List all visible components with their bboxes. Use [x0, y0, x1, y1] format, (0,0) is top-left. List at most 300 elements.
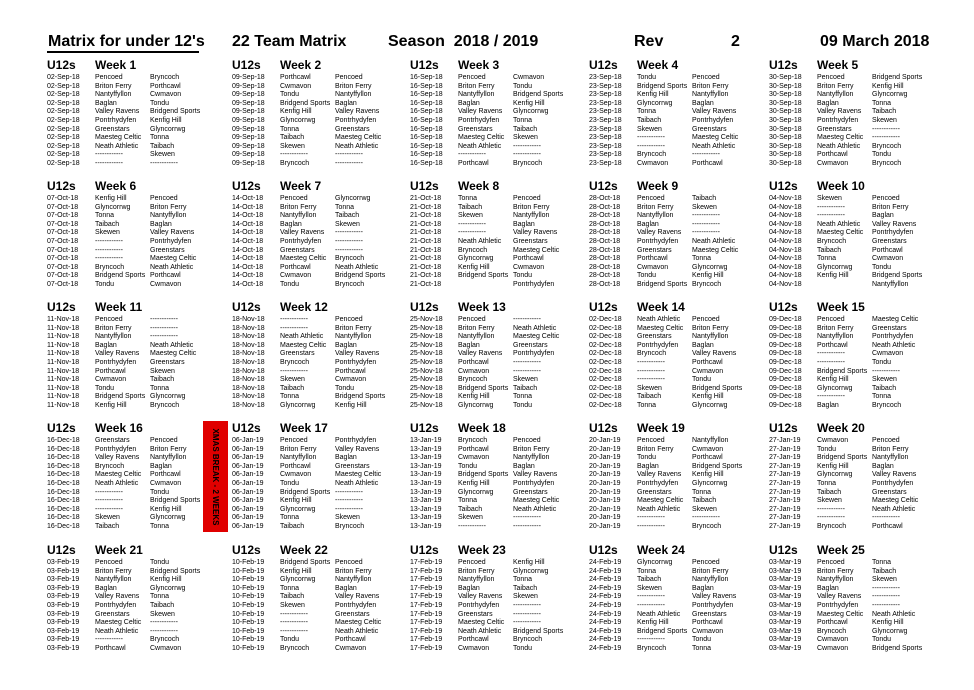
fixture-date: 09-Dec-18: [769, 333, 802, 341]
fixture-date: 02-Sep-18: [47, 108, 80, 116]
away-team: Kenfig Hill: [150, 576, 182, 584]
away-team: Neath Athletic: [513, 505, 557, 513]
away-team: Maesteg Celtic: [335, 619, 382, 627]
away-team: Baglan: [513, 220, 535, 228]
away-team: Nantyffyllon: [513, 212, 550, 220]
away-team: Briton Ferry: [692, 567, 729, 575]
fixture-row: [47, 264, 227, 273]
fixture-date: 02-Sep-18: [47, 116, 80, 124]
age-group-label: U12s: [47, 300, 76, 314]
fixture-date: 11-Nov-18: [47, 316, 80, 323]
fixture-date: 09-Sep-18: [232, 82, 265, 90]
fixture-row: [232, 74, 412, 83]
home-team: Kenfig Hill: [817, 376, 849, 384]
week-header: [232, 58, 412, 74]
week-header: [47, 58, 227, 74]
week-block: [589, 543, 769, 654]
fixture-date: 17-Feb-19: [410, 567, 443, 575]
week-block: [589, 58, 769, 169]
away-team: Maesteg Celtic: [513, 497, 560, 505]
home-team: Tondu: [458, 462, 478, 470]
age-group-label: U12s: [232, 58, 261, 72]
fixture-date: 16-Sep-18: [410, 82, 443, 90]
fixture-date: 28-Oct-18: [589, 237, 621, 245]
away-team: ------------: [692, 514, 720, 522]
away-team: ------------: [335, 229, 363, 237]
fixture-date: 09-Sep-18: [232, 91, 265, 99]
fixture-date: 04-Nov-18: [769, 203, 802, 211]
week-header: [410, 300, 590, 316]
home-team: Bryncoch: [458, 437, 488, 444]
age-group-label: U12s: [410, 179, 439, 193]
fixture-date: 18-Nov-18: [232, 341, 265, 349]
age-group-label: U12s: [589, 179, 618, 193]
away-team: Baglan: [150, 462, 172, 470]
home-team: Nantyffyllon: [458, 333, 495, 341]
home-team: Maesteg Celtic: [637, 497, 684, 505]
age-group-label: U12s: [232, 421, 261, 435]
fixture-date: 02-Dec-18: [589, 324, 622, 332]
fixture-row: [47, 376, 227, 385]
away-team: Glyncorrwg: [150, 514, 186, 522]
away-team: ------------: [872, 593, 900, 601]
fixture-date: 02-Sep-18: [47, 142, 80, 150]
home-team: Briton Ferry: [95, 324, 132, 332]
home-team: Baglan: [637, 220, 659, 228]
fixture-date: 21-Oct-18: [410, 195, 442, 202]
fixture-row: [410, 350, 590, 359]
week-header: [589, 421, 769, 437]
home-team: ------------: [817, 203, 845, 211]
fixture-date: 07-Oct-18: [47, 212, 79, 220]
home-team: Greenstars: [637, 488, 672, 496]
fixture-row: [589, 100, 769, 109]
fixture-row: [410, 506, 590, 515]
away-team: ------------: [513, 619, 541, 627]
home-team: Tondu: [280, 479, 300, 487]
fixture-row: [410, 316, 590, 325]
fixture-date: 23-Sep-18: [589, 134, 622, 142]
fixture-date: 03-Feb-19: [47, 576, 80, 584]
fixture-date: 25-Nov-18: [410, 384, 443, 392]
away-team: Cwmavon: [692, 367, 724, 375]
fixture-date: 30-Sep-18: [769, 74, 802, 81]
home-team: ------------: [280, 324, 308, 332]
away-team: Briton Ferry: [692, 324, 729, 332]
week-header: [410, 58, 590, 74]
fixture-date: 10-Feb-19: [232, 567, 265, 575]
home-team: Cwmavon: [458, 367, 490, 375]
away-team: Neath Athletic: [872, 341, 916, 349]
fixture-row: [232, 576, 412, 585]
away-team: Maesteg Celtic: [150, 255, 197, 263]
fixture-row: [589, 108, 769, 117]
fixture-date: 27-Jan-19: [769, 522, 801, 530]
away-team: Tonna: [513, 576, 533, 584]
away-team: Skewen: [872, 576, 897, 584]
home-team: Glyncorrwg: [95, 203, 131, 211]
fixture-row: [769, 393, 949, 402]
home-team: Nantyffyllon: [95, 333, 132, 341]
fixture-row: [410, 143, 590, 152]
fixture-date: 28-Oct-18: [589, 229, 621, 237]
fixture-row: [47, 212, 227, 221]
fixture-row: [769, 350, 949, 359]
fixture-date: 20-Jan-19: [589, 514, 621, 522]
away-team: Maesteg Celtic: [335, 471, 382, 479]
home-team: Greenstars: [637, 333, 672, 341]
home-team: Valley Ravens: [95, 108, 140, 116]
fixture-date: 16-Sep-18: [410, 74, 443, 81]
fixture-row: [410, 204, 590, 213]
away-team: Baglan: [513, 462, 535, 470]
home-team: Greenstars: [458, 610, 493, 618]
fixture-date: 14-Oct-18: [232, 237, 264, 245]
home-team: Briton Ferry: [458, 82, 495, 90]
fixture-row: [47, 645, 227, 654]
fixture-row: [47, 385, 227, 394]
away-team: Pencoed: [335, 559, 363, 566]
fixture-row: [410, 628, 590, 637]
fixture-date: 20-Jan-19: [589, 437, 621, 444]
week-title: Week 13: [458, 300, 506, 314]
home-team: Skewen: [95, 229, 120, 237]
fixture-row: [232, 559, 412, 568]
fixture-row: [589, 151, 769, 160]
fixture-row: [47, 402, 227, 411]
fixture-date: 02-Sep-18: [47, 134, 80, 142]
away-team: ------------: [513, 316, 541, 323]
away-team: Tonna: [513, 393, 533, 401]
home-team: Skewen: [280, 601, 305, 609]
away-team: Cwmavon: [150, 280, 182, 288]
fixture-date: 16-Sep-18: [410, 159, 443, 167]
away-team: Bridgend Sports: [872, 74, 923, 81]
home-team: ------------: [95, 636, 123, 644]
fixture-row: [410, 645, 590, 654]
home-team: Baglan: [458, 99, 480, 107]
fixture-date: 21-Oct-18: [410, 280, 442, 288]
fixture-date: 03-Mar-19: [769, 619, 802, 627]
week-title: Week 22: [280, 543, 328, 557]
home-team: ------------: [637, 358, 665, 366]
fixture-date: 21-Oct-18: [410, 272, 442, 280]
away-team: Tonna: [872, 99, 892, 107]
home-team: Neath Athletic: [817, 142, 861, 150]
away-team: Bridgend Sports: [150, 497, 201, 505]
away-team: Taibach: [872, 108, 897, 116]
home-team: ------------: [95, 246, 123, 254]
home-team: Neath Athletic: [817, 220, 861, 228]
fixture-row: [589, 368, 769, 377]
fixture-row: [232, 446, 412, 455]
week-block: [769, 179, 949, 290]
home-team: Neath Athletic: [95, 627, 139, 635]
away-team: Taibach: [692, 195, 717, 202]
fixture-date: 13-Jan-19: [410, 462, 442, 470]
away-team: Tondu: [872, 263, 892, 271]
fixture-row: [589, 585, 769, 594]
away-team: Pontrhydyfen: [335, 601, 377, 609]
home-team: Tondu: [280, 636, 300, 644]
week-title: Week 19: [637, 421, 685, 435]
fixture-date: 11-Nov-18: [47, 350, 80, 358]
away-team: ------------: [335, 246, 363, 254]
away-team: Taibach: [513, 584, 538, 592]
home-team: Tondu: [95, 280, 115, 288]
fixture-row: [410, 489, 590, 498]
away-team: ------------: [513, 142, 541, 150]
fixture-row: [769, 376, 949, 385]
fixture-date: 13-Jan-19: [410, 522, 442, 530]
away-team: Bryncoch: [150, 401, 180, 409]
fixture-date: 16-Sep-18: [410, 116, 443, 124]
fixture-date: 14-Oct-18: [232, 255, 264, 263]
fixture-row: [589, 489, 769, 498]
fixture-date: 21-Oct-18: [410, 263, 442, 271]
fixture-row: [589, 195, 769, 204]
fixture-row: [232, 100, 412, 109]
week-header: [232, 421, 412, 437]
away-team: ------------: [150, 159, 178, 167]
home-team: Taibach: [280, 593, 305, 601]
fixture-date: 18-Nov-18: [232, 401, 265, 409]
week-block: [232, 421, 412, 532]
document-date: 09 March 2018: [820, 33, 930, 50]
fixture-row: [769, 342, 949, 351]
fixture-date: 28-Oct-18: [589, 212, 621, 220]
home-team: Tondu: [637, 272, 657, 280]
home-team: Taibach: [95, 522, 120, 530]
home-team: ------------: [637, 134, 665, 142]
away-team: Neath Athletic: [150, 263, 194, 271]
fixture-row: [232, 316, 412, 325]
fixture-date: 10-Feb-19: [232, 559, 265, 566]
fixture-date: 02-Dec-18: [589, 367, 622, 375]
away-team: Nantyffyllon: [335, 576, 372, 584]
home-team: ------------: [637, 142, 665, 150]
fixture-row: [232, 376, 412, 385]
week-block: [47, 58, 227, 169]
fixture-date: 03-Mar-19: [769, 593, 802, 601]
away-team: Glyncorrwg: [150, 393, 186, 401]
fixture-row: [232, 489, 412, 498]
fixture-date: 24-Feb-19: [589, 636, 622, 644]
away-team: Porthcawl: [692, 619, 723, 627]
fixture-date: 11-Nov-18: [47, 393, 80, 401]
fixture-row: [589, 437, 769, 446]
home-team: Baglan: [458, 584, 480, 592]
away-team: Tonna: [150, 134, 170, 142]
week-block: [410, 179, 590, 290]
fixture-date: 07-Oct-18: [47, 220, 79, 228]
home-team: Skewen: [280, 142, 305, 150]
fixture-date: 25-Nov-18: [410, 324, 443, 332]
fixture-row: [589, 576, 769, 585]
fixture-row: [769, 628, 949, 637]
fixture-date: 18-Nov-18: [232, 367, 265, 375]
fixture-row: [47, 368, 227, 377]
fixture-row: [47, 471, 227, 480]
fixture-row: [410, 151, 590, 160]
fixture-date: 09-Sep-18: [232, 108, 265, 116]
fixture-date: 02-Sep-18: [47, 91, 80, 99]
fixture-date: 27-Jan-19: [769, 462, 801, 470]
week-title: Week 5: [817, 58, 859, 72]
away-team: ------------: [692, 151, 720, 159]
away-team: Neath Athletic: [692, 142, 736, 150]
fixture-date: 07-Oct-18: [47, 272, 79, 280]
fixture-date: 03-Mar-19: [769, 576, 802, 584]
fixture-date: 30-Sep-18: [769, 116, 802, 124]
away-team: Greenstars: [872, 324, 907, 332]
fixture-row: [232, 437, 412, 446]
fixture-date: 11-Nov-18: [47, 358, 80, 366]
away-team: Briton Ferry: [513, 203, 550, 211]
away-team: Maesteg Celtic: [692, 246, 739, 254]
home-team: Pontrhydyfen: [95, 116, 137, 124]
home-team: ------------: [817, 358, 845, 366]
fixture-date: 06-Jan-19: [232, 488, 264, 496]
home-team: Nantyffyllon: [817, 91, 854, 99]
fixture-date: 09-Dec-18: [769, 358, 802, 366]
home-team: Tonna: [458, 497, 478, 505]
fixture-row: [232, 333, 412, 342]
fixture-date: 25-Nov-18: [410, 401, 443, 409]
fixture-date: 14-Oct-18: [232, 229, 264, 237]
home-team: Porthcawl: [95, 644, 126, 652]
home-team: Neath Athletic: [95, 142, 139, 150]
fixture-date: 11-Nov-18: [47, 341, 80, 349]
home-team: ------------: [458, 151, 486, 159]
home-team: Bryncoch: [95, 263, 125, 271]
away-team: Baglan: [335, 341, 357, 349]
home-team: Glyncorrwg: [817, 263, 853, 271]
fixture-date: 20-Jan-19: [589, 471, 621, 479]
week-block: [47, 300, 227, 411]
home-team: Pontrhydyfen: [637, 237, 679, 245]
away-team: Tonna: [692, 488, 712, 496]
away-team: Briton Ferry: [150, 203, 187, 211]
fixture-date: 23-Sep-18: [589, 91, 622, 99]
home-team: ------------: [280, 151, 308, 159]
fixture-row: [769, 160, 949, 169]
fixture-date: 03-Feb-19: [47, 559, 80, 566]
home-team: Pencoed: [817, 559, 845, 566]
fixture-row: [47, 255, 227, 264]
fixture-row: [769, 568, 949, 577]
home-team: Bryncoch: [817, 627, 847, 635]
week-header: [232, 300, 412, 316]
fixture-date: 23-Sep-18: [589, 151, 622, 159]
fixture-date: 24-Feb-19: [589, 593, 622, 601]
fixture-date: 17-Feb-19: [410, 559, 443, 566]
fixture-date: 10-Feb-19: [232, 619, 265, 627]
home-team: Pencoed: [95, 559, 123, 566]
week-title: Week 16: [95, 421, 143, 435]
away-team: Tonna: [150, 384, 170, 392]
week-block: [47, 421, 227, 532]
home-team: Skewen: [95, 514, 120, 522]
home-team: Baglan: [637, 462, 659, 470]
fixture-date: 23-Sep-18: [589, 108, 622, 116]
document-title: Matrix for under 12's: [48, 33, 205, 50]
fixture-date: 28-Oct-18: [589, 220, 621, 228]
title-underline: [47, 51, 199, 53]
fixture-row: [232, 402, 412, 411]
fixture-date: 24-Feb-19: [589, 559, 622, 566]
home-team: ------------: [637, 593, 665, 601]
fixture-row: [589, 238, 769, 247]
fixture-date: 04-Nov-18: [769, 229, 802, 237]
fixture-row: [589, 74, 769, 83]
fixture-row: [589, 281, 769, 290]
fixture-date: 30-Sep-18: [769, 82, 802, 90]
week-block: [47, 179, 227, 290]
fixture-row: [769, 402, 949, 411]
week-block: [232, 543, 412, 654]
away-team: Kenfig Hill: [872, 619, 904, 627]
home-team: Pencoed: [637, 437, 665, 444]
fixture-row: [232, 126, 412, 135]
home-team: Skewen: [817, 497, 842, 505]
age-group-label: U12s: [769, 421, 798, 435]
fixture-row: [589, 342, 769, 351]
fixture-row: [47, 151, 227, 160]
home-team: Pontrhydyfen: [95, 445, 137, 453]
fixture-row: [589, 454, 769, 463]
week-block: [769, 58, 949, 169]
week-header: [410, 421, 590, 437]
away-team: Taibach: [150, 601, 175, 609]
home-team: Cwmavon: [95, 376, 127, 384]
fixture-row: [47, 437, 227, 446]
week-title: Week 7: [280, 179, 322, 193]
away-team: Tondu: [513, 272, 533, 280]
fixture-date: 18-Nov-18: [232, 324, 265, 332]
home-team: Briton Ferry: [817, 567, 854, 575]
fixture-row: [47, 247, 227, 256]
home-team: Cwmavon: [817, 644, 849, 652]
fixture-row: [589, 325, 769, 334]
fixture-date: 17-Feb-19: [410, 636, 443, 644]
fixture-row: [769, 471, 949, 480]
home-team: Neath Athletic: [95, 479, 139, 487]
fixture-date: 27-Jan-19: [769, 437, 801, 444]
home-team: Tondu: [637, 454, 657, 462]
home-team: Greenstars: [95, 610, 130, 618]
home-team: Maesteg Celtic: [817, 134, 864, 142]
fixture-row: [47, 74, 227, 83]
age-group-label: U12s: [589, 300, 618, 314]
away-team: Greenstars: [692, 610, 727, 618]
away-team: Baglan: [335, 99, 357, 107]
home-team: Taibach: [637, 393, 662, 401]
age-group-label: U12s: [47, 58, 76, 72]
fixture-row: [232, 611, 412, 620]
fixture-row: [47, 325, 227, 334]
home-team: Pencoed: [95, 74, 123, 81]
fixture-row: [769, 74, 949, 83]
away-team: Pontrhydyfen: [692, 601, 734, 609]
home-team: Kenfig Hill: [637, 619, 669, 627]
home-team: Pontrhydyfen: [458, 601, 500, 609]
age-group-label: U12s: [232, 543, 261, 557]
week-header: [769, 300, 949, 316]
fixture-date: 03-Mar-19: [769, 636, 802, 644]
away-team: ------------: [335, 237, 363, 245]
away-team: Nantyffyllon: [872, 454, 909, 462]
